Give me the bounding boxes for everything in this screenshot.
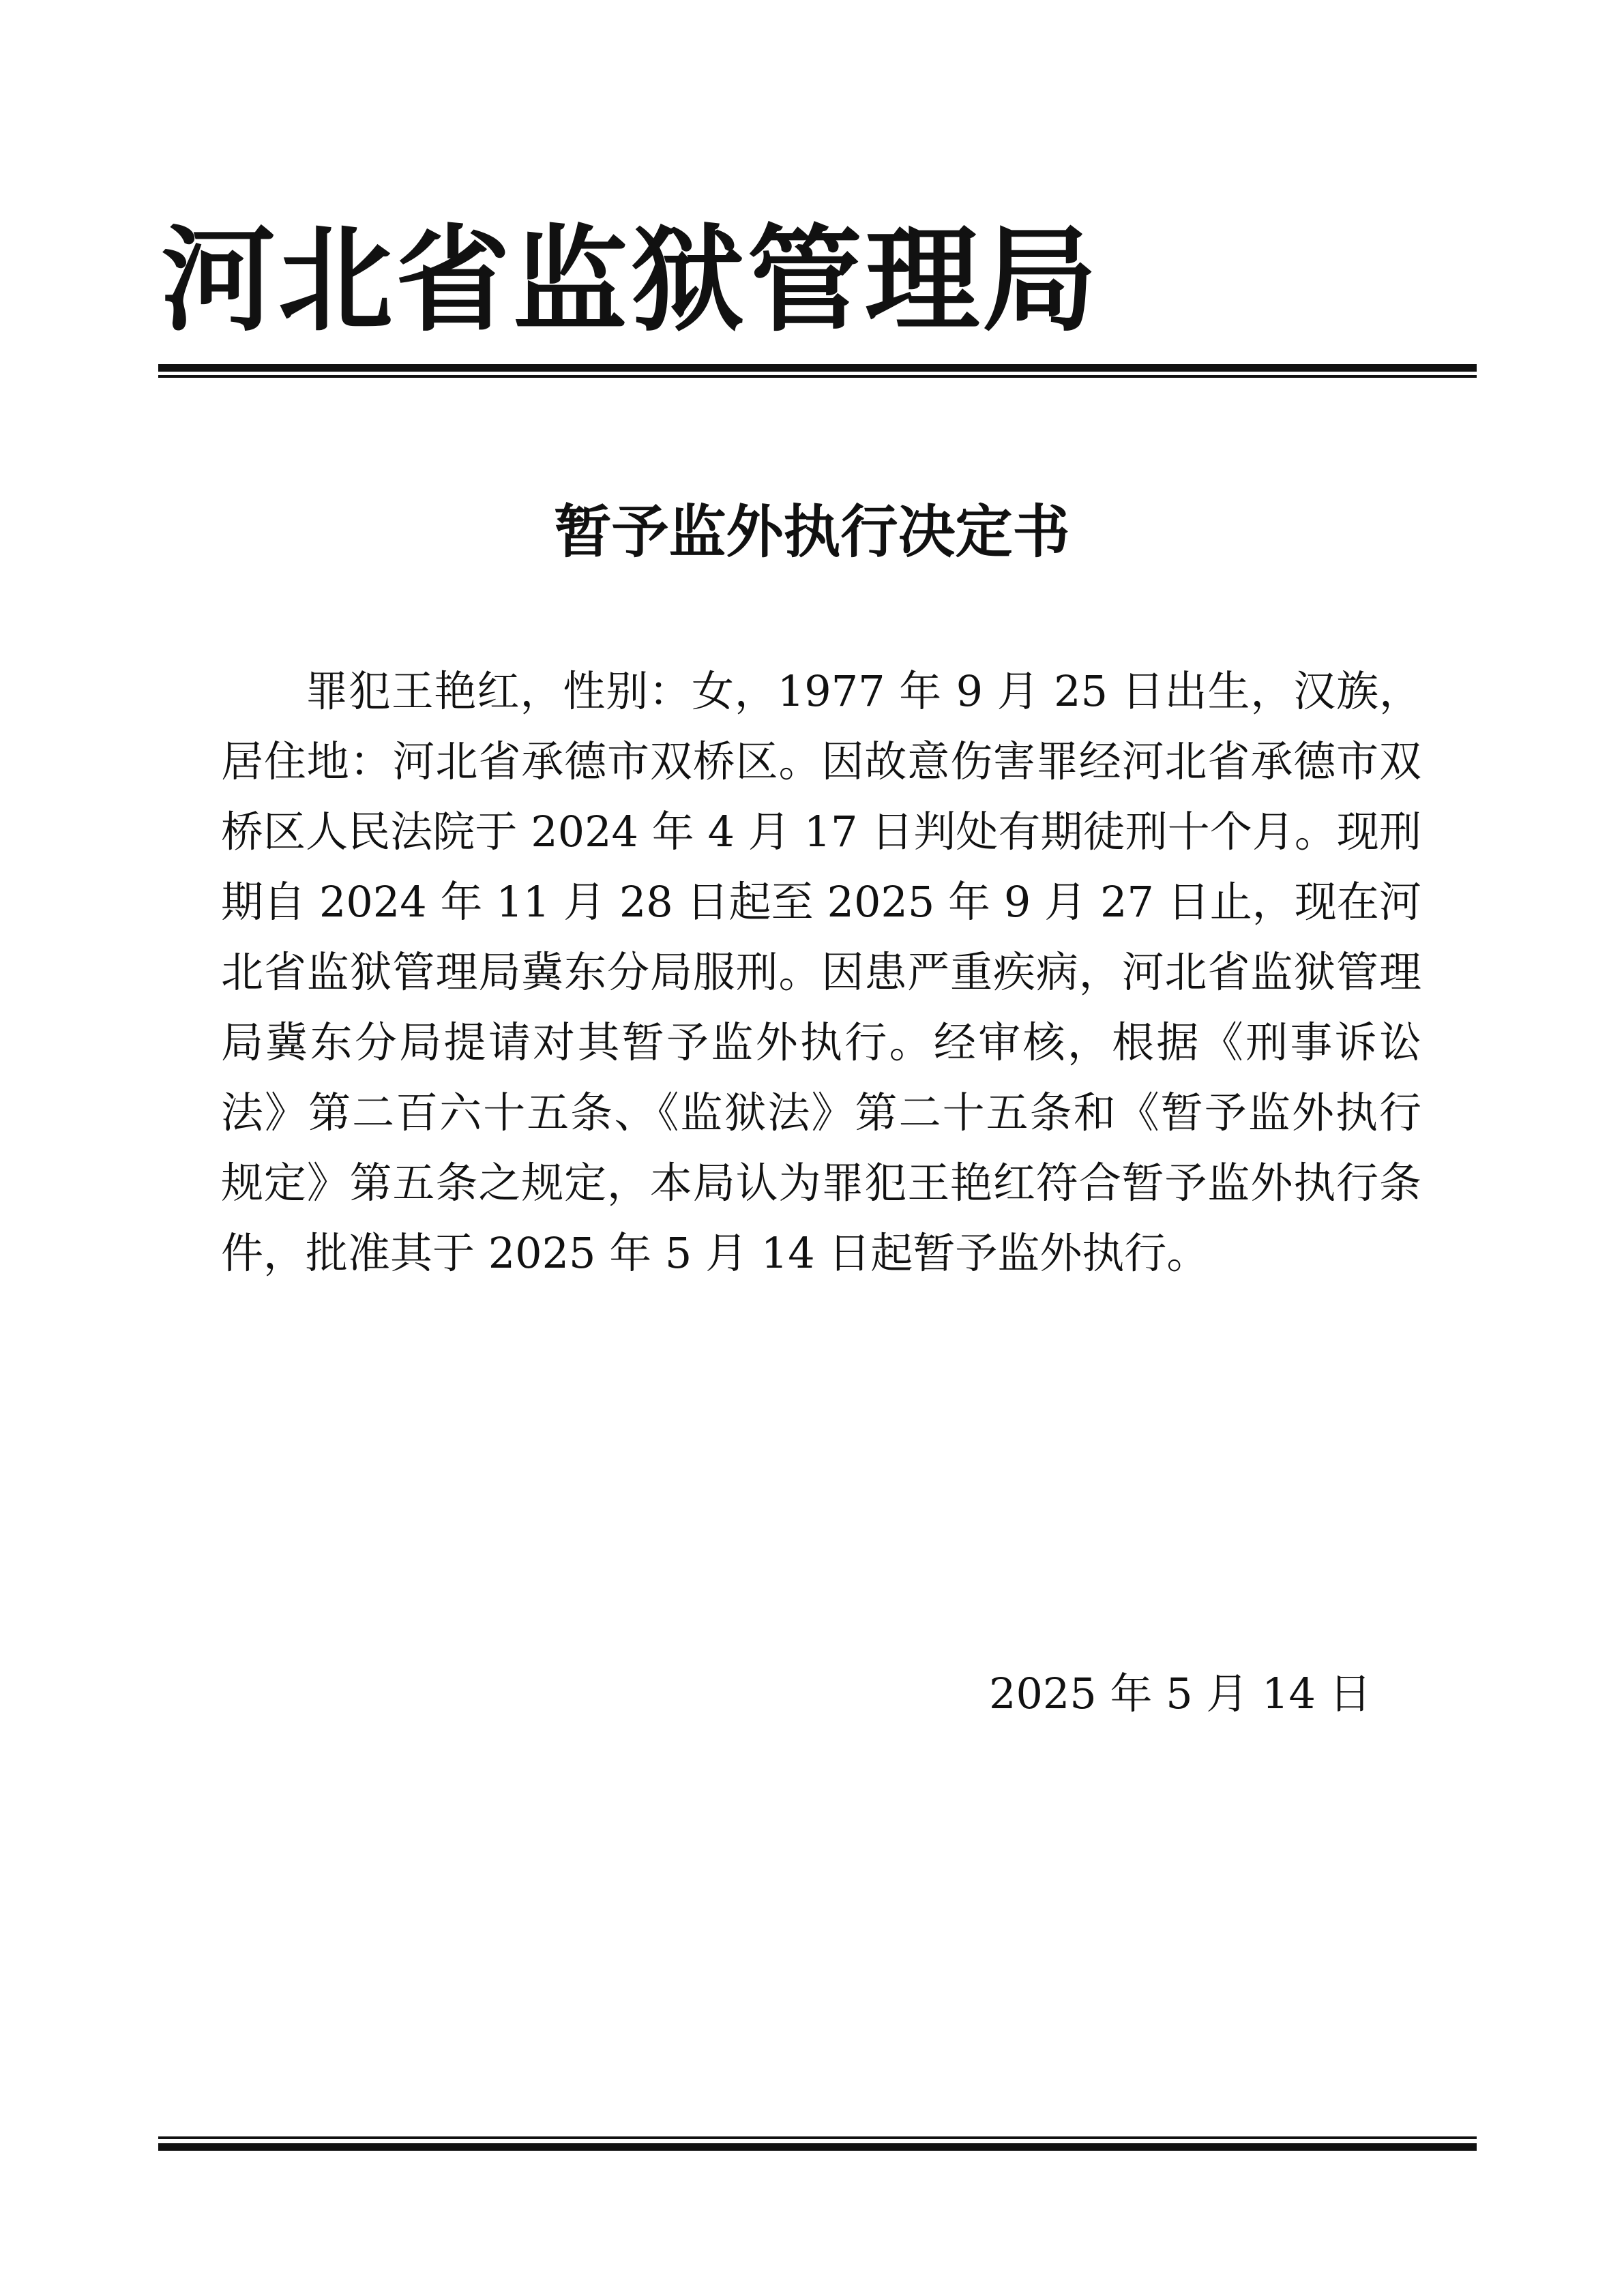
issuing-authority-title: 河北省监狱管理局 (161, 212, 1099, 347)
document-title: 暂予监外执行决定书 (554, 498, 1070, 565)
footer-divider-thin (158, 2136, 1477, 2139)
footer-divider-thick (158, 2143, 1477, 2151)
header-divider-thick (158, 364, 1477, 372)
header-divider-thin (158, 375, 1477, 378)
document-body: 罪犯王艳红，性别：女，1977 年 9 月 25 日出生，汉族，居住地：河北省承德市双桥区。因故意伤害罪经河北省承德市双桥区人民法院于 2024 年 4 月 17 日判处有期徒刑十个月。现刑期自 2024 年 11 月 28 日起至 2025 年 9 月 27 日止，现在河北省监狱管理局冀东分局服刑。因患严重疾病，河北省监狱管理局冀东分局提请对其暂予监外执行。经审核，根据《刑事诉讼法》第二百六十五条、《监狱法》第二十五条和《暂予监外执行规定》第五条之规定，本局认为罪犯王艳红符合暂予监外执行条件，批准其于 2025 年 5 月 14 日起暂予监外执行。 (221, 666, 1421, 1278)
document-date: 2025 年 5 月 14 日 (989, 1669, 1372, 1718)
